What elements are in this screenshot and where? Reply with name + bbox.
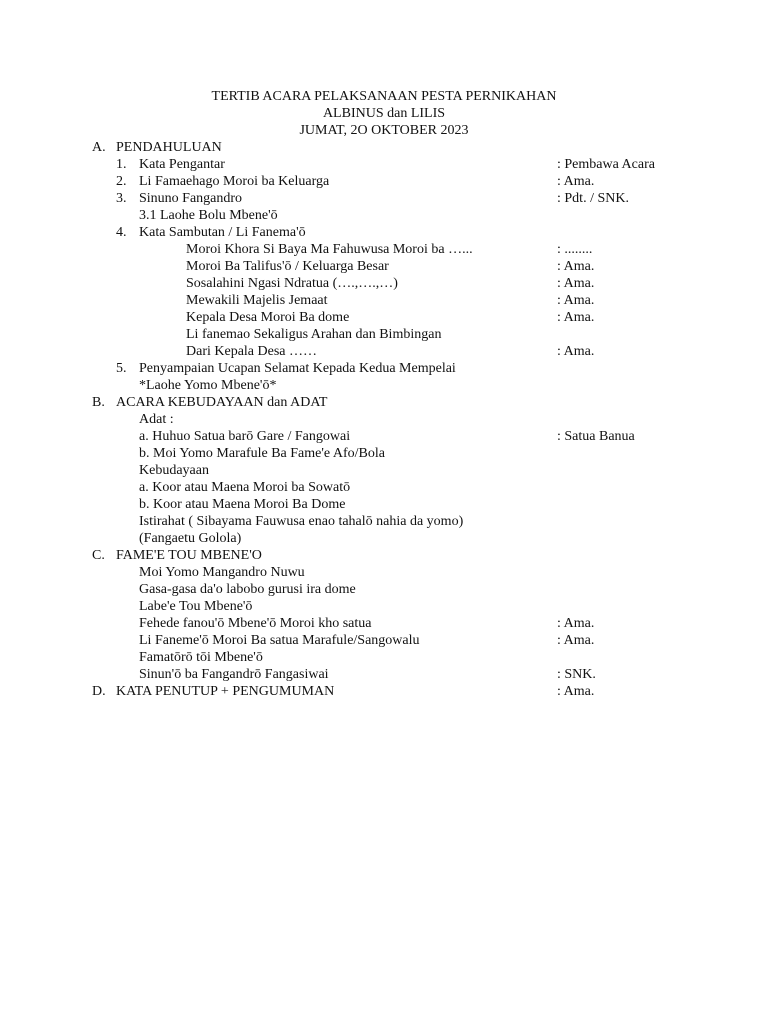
- sub-item-text: Sosalahini Ngasi Ndratua (….,….,…): [186, 276, 398, 291]
- section-line-text: Li Faneme'ō Moroi Ba satua Marafule/Sangowalu: [139, 633, 420, 648]
- section-line-text: a. Huhuo Satua barō Gare / Fangowai: [139, 429, 351, 444]
- section-line-role: : SNK.: [557, 667, 596, 682]
- item-text: Li Famaehago Moroi ba Keluarga: [139, 174, 330, 189]
- item-role: : Ama.: [557, 174, 595, 189]
- sub-item-text: Kepala Desa Moroi Ba dome: [186, 310, 350, 325]
- sub-item-text: 3.1 Laohe Bolu Mbene'ō: [139, 208, 278, 223]
- section-d-title: KATA PENUTUP + PENGUMUMAN: [116, 684, 335, 699]
- sub-item-text: Dari Kepala Desa ……: [186, 344, 318, 359]
- section-c-title: FAME'E TOU MBENE'O: [116, 548, 262, 563]
- sub-item-role: : Ama.: [557, 276, 595, 291]
- sub-item-text: Moroi Khora Si Baya Ma Fahuwusa Moroi ba …...: [186, 242, 473, 257]
- sub-item-role: : Ama.: [557, 259, 595, 274]
- section-line-text: (Fangaetu Golola): [139, 531, 242, 546]
- event-date: JUMAT, 2O OKTOBER 2023: [299, 123, 469, 138]
- item-number: 1.: [116, 157, 127, 172]
- sub-item-role: : ........: [557, 242, 593, 257]
- sub-item-text: *Laohe Yomo Mbene'ō*: [139, 378, 277, 393]
- section-line-role: : Satua Banua: [557, 429, 635, 444]
- couple-names: ALBINUS dan LILIS: [322, 106, 446, 121]
- item-role: : Pdt. / SNK.: [557, 191, 629, 206]
- section-b-title: ACARA KEBUDAYAAN dan ADAT: [116, 395, 328, 410]
- item-number: 4.: [116, 225, 127, 240]
- item-text: Kata Sambutan / Li Fanema'ō: [139, 225, 306, 240]
- section-line-text: Labe'e Tou Mbene'ō: [139, 599, 253, 614]
- section-a-letter: A.: [92, 140, 106, 155]
- section-line-text: b. Moi Yomo Marafule Ba Fame'e Afo/Bola: [139, 446, 385, 461]
- item-text: Sinuno Fangandro: [139, 191, 243, 206]
- sub-item-role: : Ama.: [557, 310, 595, 325]
- section-line-role: : Ama.: [557, 633, 595, 648]
- sub-item-text: Moroi Ba Talifus'ō / Keluarga Besar: [186, 259, 389, 274]
- item-role: : Pembawa Acara: [557, 157, 655, 172]
- sub-item-text: Mewakili Majelis Jemaat: [186, 293, 328, 308]
- section-d-role: : Ama.: [557, 684, 595, 699]
- section-d-letter: D.: [92, 684, 106, 699]
- item-number: 2.: [116, 174, 127, 189]
- section-line-text: Kebudayaan: [139, 463, 209, 478]
- section-line-role: : Ama.: [557, 616, 595, 631]
- item-number: 5.: [116, 361, 127, 376]
- item-text: Penyampaian Ucapan Selamat Kepada Kedua Mempelai: [139, 361, 456, 376]
- item-text: Kata Pengantar: [139, 157, 225, 172]
- section-line-text: Gasa-gasa da'o labobo gurusi ira dome: [139, 582, 356, 597]
- section-line-text: Moi Yomo Mangandro Nuwu: [139, 565, 305, 580]
- section-line-text: Fehede fanou'ō Mbene'ō Moroi kho satua: [139, 616, 372, 631]
- sub-item-text: Li fanemao Sekaligus Arahan dan Bimbingan: [186, 327, 442, 342]
- section-line-text: b. Koor atau Maena Moroi Ba Dome: [139, 497, 346, 512]
- item-number: 3.: [116, 191, 127, 206]
- section-line-text: a. Koor atau Maena Moroi ba Sowatō: [139, 480, 351, 495]
- document-title: TERTIB ACARA PELAKSANAAN PESTA PERNIKAHAN: [211, 89, 557, 104]
- sub-item-role: : Ama.: [557, 293, 595, 308]
- section-b-letter: B.: [92, 395, 105, 410]
- sub-item-role: : Ama.: [557, 344, 595, 359]
- section-line-text: Adat :: [139, 412, 174, 427]
- section-line-text: Istirahat ( Sibayama Fauwusa enao tahalō nahia da yomo): [139, 514, 464, 529]
- section-line-text: Famatōrō tōi Mbene'ō: [139, 650, 263, 665]
- section-line-text: Sinun'ō ba Fangandrō Fangasiwai: [139, 667, 329, 682]
- section-a-title: PENDAHULUAN: [116, 140, 222, 155]
- section-c-letter: C.: [92, 548, 105, 563]
